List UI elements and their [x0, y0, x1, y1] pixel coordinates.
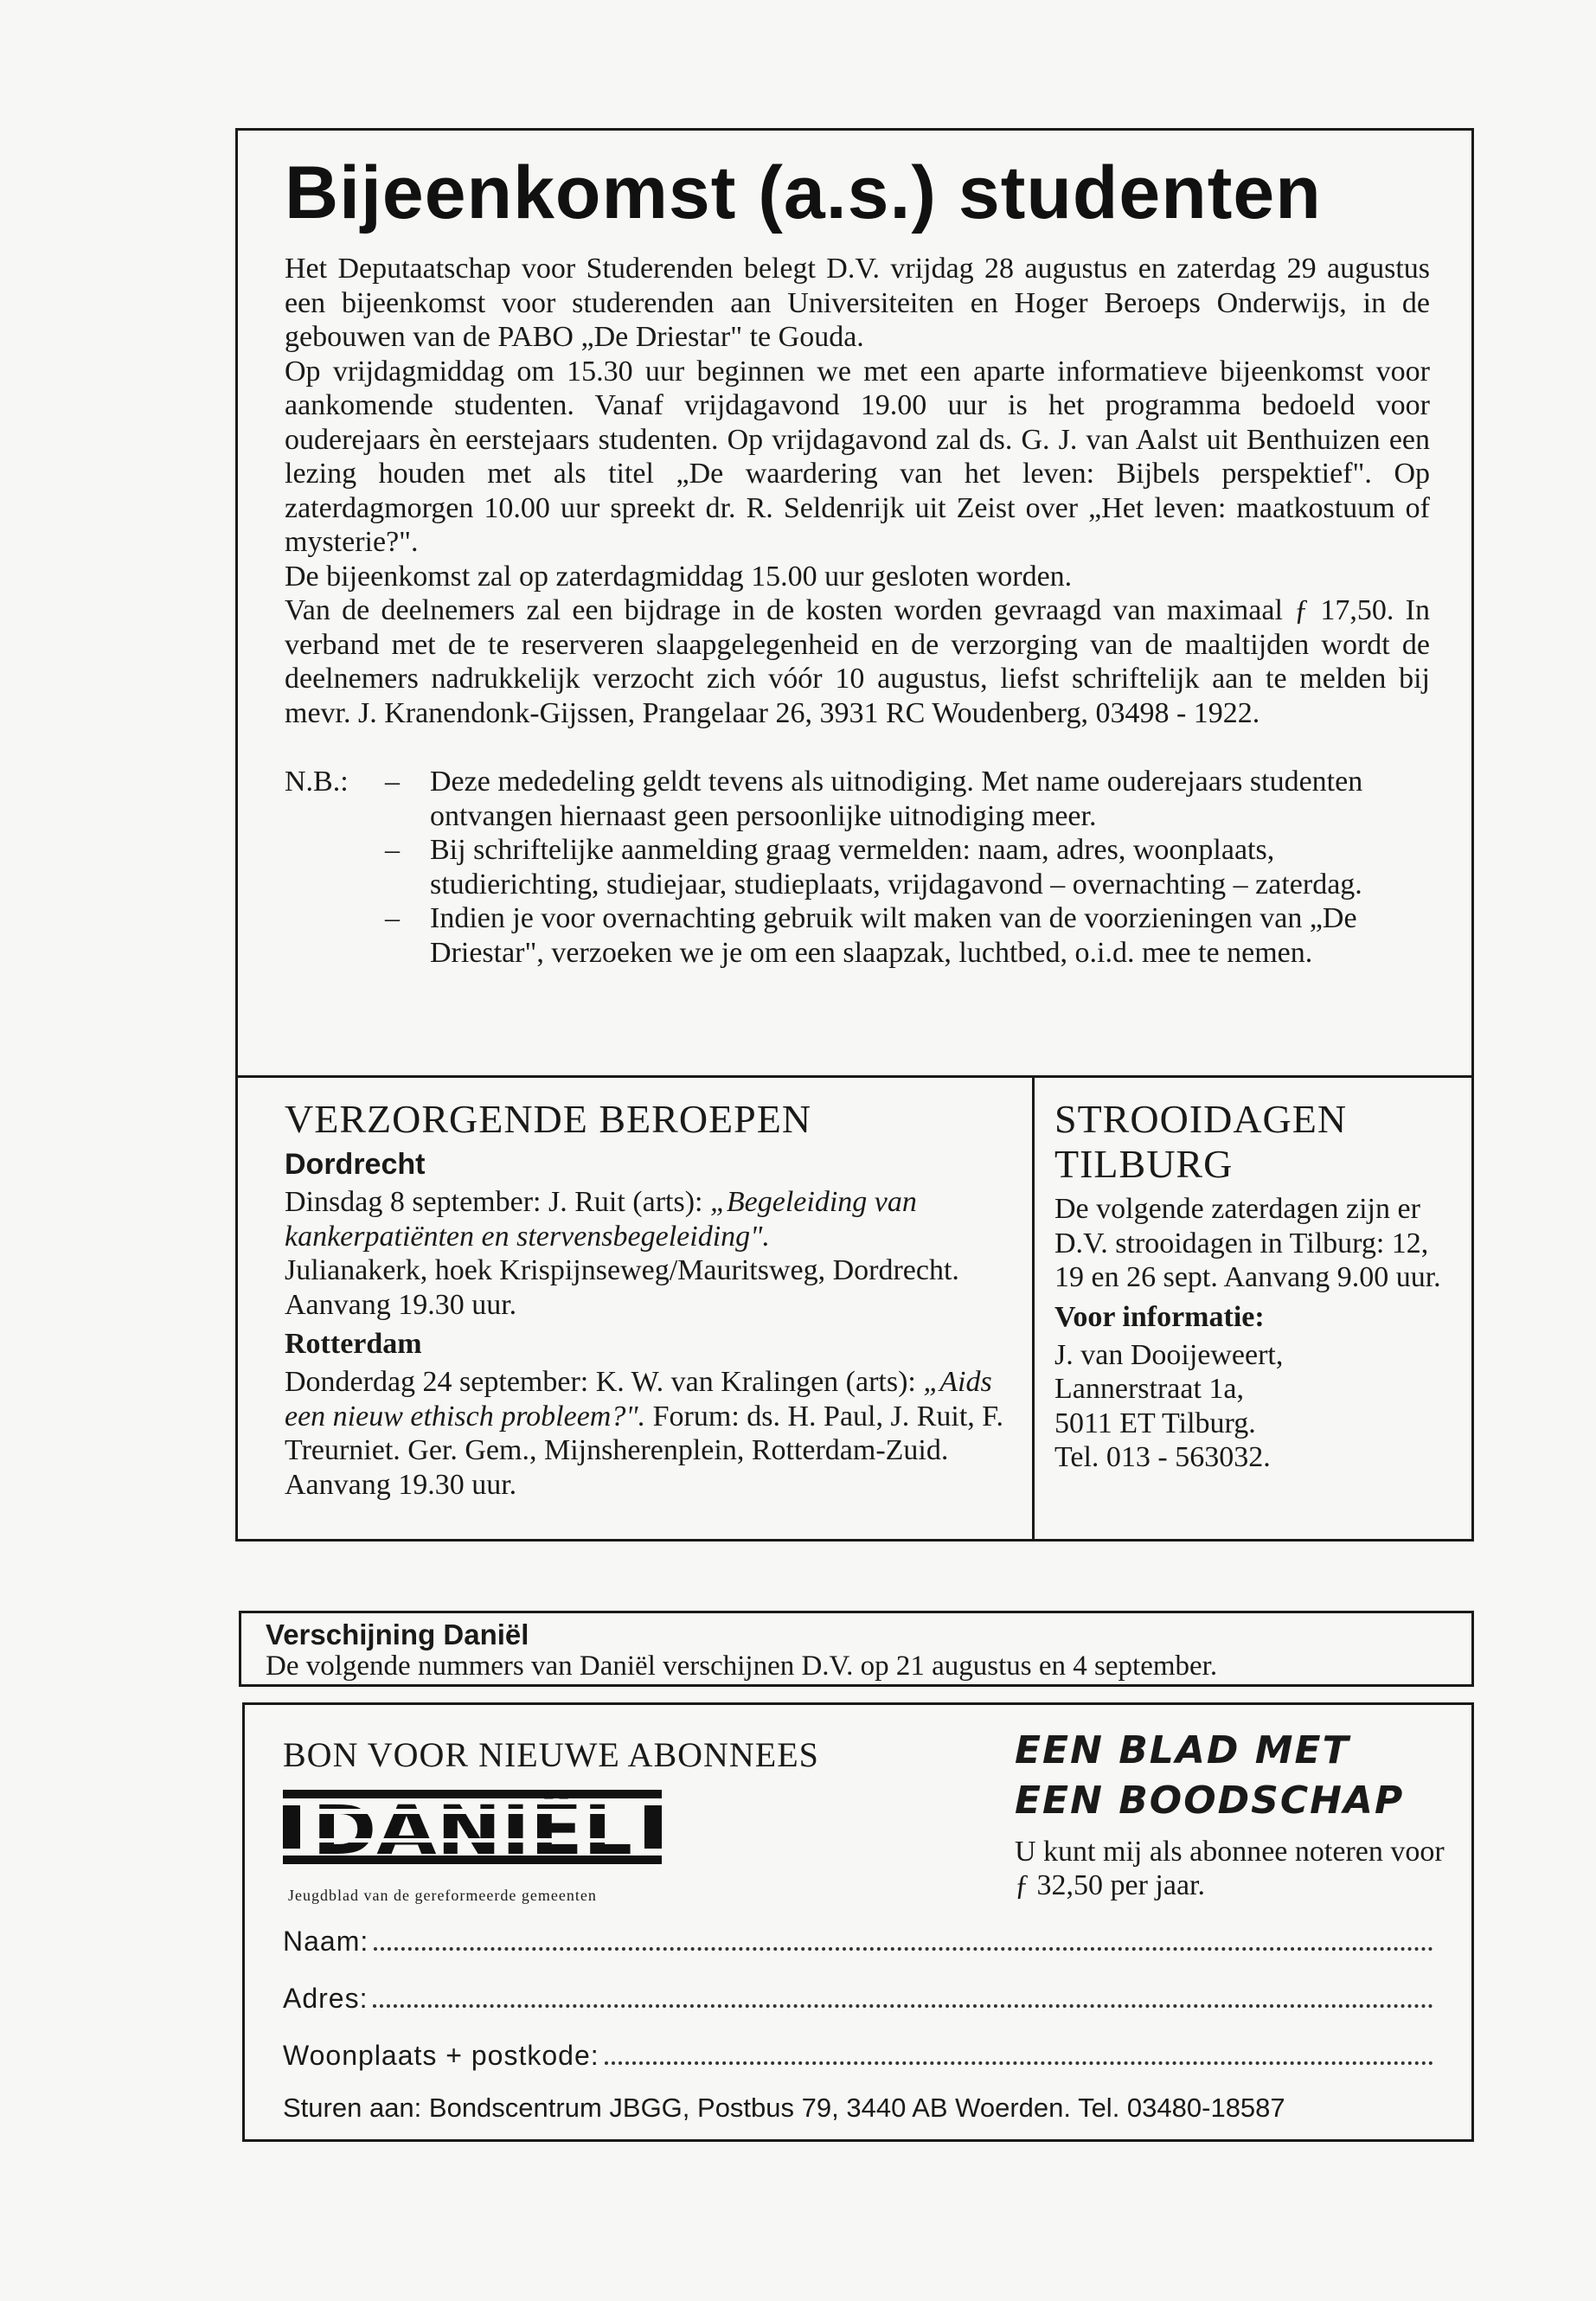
logo-caption: Jeugdblad van de gereformeerde gemeenten	[288, 1887, 597, 1904]
slogan-line: EEN BOODSCHAP	[1015, 1779, 1405, 1823]
rotterdam-heading: Rotterdam	[285, 1328, 422, 1360]
nb-item-text: Bij schriftelijke aanmelding graag vermelden: naam, adres, woonplaats, studierichting, studiejaar, studieplaats, vrijdagavond – overnachting – zaterdag.	[430, 834, 1362, 901]
name-label: Naam:	[283, 1926, 369, 1957]
strooidagen-text: De volgende zaterdagen zijn er D.V. strooidagen in Tilburg: 12, 19 en 26 sept. Aanvang 9.00 uur.	[1054, 1193, 1441, 1293]
contact-line: Tel. 013 - 563032.	[1054, 1441, 1271, 1473]
notice-paragraph: Van de deelnemers zal een bijdrage in de kosten worden gevraagd van maximaal ƒ 17,50. In verband met de te reserveren slaapgelegenheid en de verzorging van de maaltijden wordt de deelnemers nadrukkelijk verzocht zich vóór 10 augustus, liefst schriftelijk aan te melden bij mevr. J. Kranendonk-Gijssen, Prangelaar 26, 3931 RC Woudenberg, 03498 - 1922.	[285, 594, 1430, 729]
strooidagen-heading: STROOIDAGEN TILBURG	[1054, 1097, 1348, 1186]
verschijning-text: De volgende nummers van Daniël verschijnen D.V. op 21 augustus en 4 september.	[266, 1650, 1218, 1682]
info-heading: Voor informatie:	[1054, 1300, 1265, 1333]
city-postcode-field[interactable]	[283, 2037, 1433, 2072]
city-postcode-input-line[interactable]	[605, 2061, 1433, 2065]
verschijning-heading: Verschijning Daniël	[266, 1618, 529, 1650]
rotterdam-details: Forum: ds. H. Paul, J. Ruit, F. Treurniet. Ger. Gem., Mijnsherenplein, Rotterdam-Zuid. Aanvang 19.30 uur.	[285, 1400, 1003, 1501]
beroepen-heading: VERZORGENDE BEROEPEN	[285, 1097, 812, 1141]
dash: –	[385, 834, 400, 866]
send-to-address: Sturen aan: Bondscentrum JBGG, Postbus 79, 3440 AB Woerden. Tel. 03480-18587	[283, 2093, 1285, 2123]
contact-line: J. van Dooijeweert,	[1054, 1338, 1284, 1371]
slogan-line: EEN BLAD MET	[1015, 1728, 1350, 1772]
nb-label: N.B.:	[285, 766, 349, 798]
contact-line: Lannerstraat 1a,	[1054, 1373, 1244, 1405]
address-field[interactable]	[283, 1980, 1433, 2015]
subscription-form	[242, 1702, 1474, 2142]
address-label: Adres:	[283, 1983, 369, 2014]
strooidagen-column	[1054, 1097, 1461, 1475]
notice-title: Bijeenkomst (a.s.) studenten	[285, 151, 1322, 234]
form-title: BON VOOR NIEUWE ABONNEES	[283, 1735, 819, 1774]
name-input-line[interactable]	[374, 1947, 1433, 1951]
dash: –	[385, 902, 400, 934]
logo-text: DANIËL	[312, 1792, 592, 1864]
events-box	[235, 1078, 1474, 1541]
notice-paragraph: De bijeenkomst zal op zaterdagmiddag 15.00 uur gesloten worden.	[285, 560, 1073, 593]
dordrecht-heading: Dordrecht	[285, 1148, 426, 1181]
notice-paragraph: Op vrijdagmiddag om 15.30 uur beginnen we met een aparte informatieve bijeenkomst voor aankomende studenten. Vanaf vrijdagavond 19.00 uur is het programma bedoeld voor ouderejaars èn eerstejaars studenten. Op vrijdagavond zal ds. G. J. van Aalst uit Benthuizen een lezing houden met als titel „De waardering van het leven: Bijbels perspektief". Op zaterdagmorgen 10.00 uur spreekt dr. R. Seldenrijk uit Zeist over „Het leven: maatkostuum of mysterie?".	[285, 355, 1430, 558]
dordrecht-topic: „Begeleiding van kankerpatiënten en stervensbegeleiding".	[285, 1186, 917, 1253]
dash: –	[385, 766, 400, 798]
offer-text: U kunt mij als abonnee noteren voor ƒ 32,50 per jaar.	[1015, 1836, 1445, 1901]
dordrecht-text	[285, 1185, 1016, 1253]
name-field[interactable]	[283, 1923, 1433, 1958]
address-input-line[interactable]	[373, 2004, 1433, 2008]
nb-item-text: Deze mededeling geldt tevens als uitnodiging. Met name ouderejaars studenten ontvangen hiernaast geen persoonlijke uitnodiging meer.	[430, 766, 1363, 832]
nb-section	[285, 765, 1430, 970]
slogan	[1015, 1726, 1404, 1826]
daniel-logo	[283, 1790, 662, 1864]
dordrecht-intro: Dinsdag 8 september: J. Ruit (arts):	[285, 1186, 710, 1218]
verschijning-box	[239, 1611, 1474, 1687]
contact-line: 5011 ET Tilburg.	[1054, 1407, 1256, 1439]
nb-item	[385, 833, 1430, 901]
nb-item-text: Indien je voor overnachting gebruik wilt maken van de voorzieningen van „De Driestar", verzoeken we je om een slaapzak, luchtbed, o.i.d. mee te nemen.	[430, 902, 1357, 969]
dordrecht-details: Julianakerk, hoek Krispijnseweg/Mauritsweg, Dordrecht. Aanvang 19.30 uur.	[285, 1254, 959, 1321]
nb-item	[385, 765, 1430, 833]
beroepen-column	[285, 1097, 1016, 1502]
city-postcode-label: Woonplaats + postkode:	[283, 2040, 599, 2071]
rotterdam-text	[285, 1365, 1016, 1502]
notice-box	[235, 128, 1474, 1078]
notice-paragraph: Het Deputaatschap voor Studerenden belegt D.V. vrijdag 28 augustus en zaterdag 29 augustus een bijeenkomst voor studerenden aan Universiteiten en Hoger Beroeps Onderwijs, in de gebouwen van de PABO „De Driestar" te Gouda.	[285, 253, 1430, 353]
nb-item	[385, 901, 1430, 970]
column-divider	[1032, 1078, 1035, 1539]
rotterdam-topic: „Aids een nieuw ethisch probleem?".	[285, 1366, 992, 1433]
rotterdam-intro: Donderdag 24 september: K. W. van Kralingen (arts):	[285, 1366, 924, 1398]
